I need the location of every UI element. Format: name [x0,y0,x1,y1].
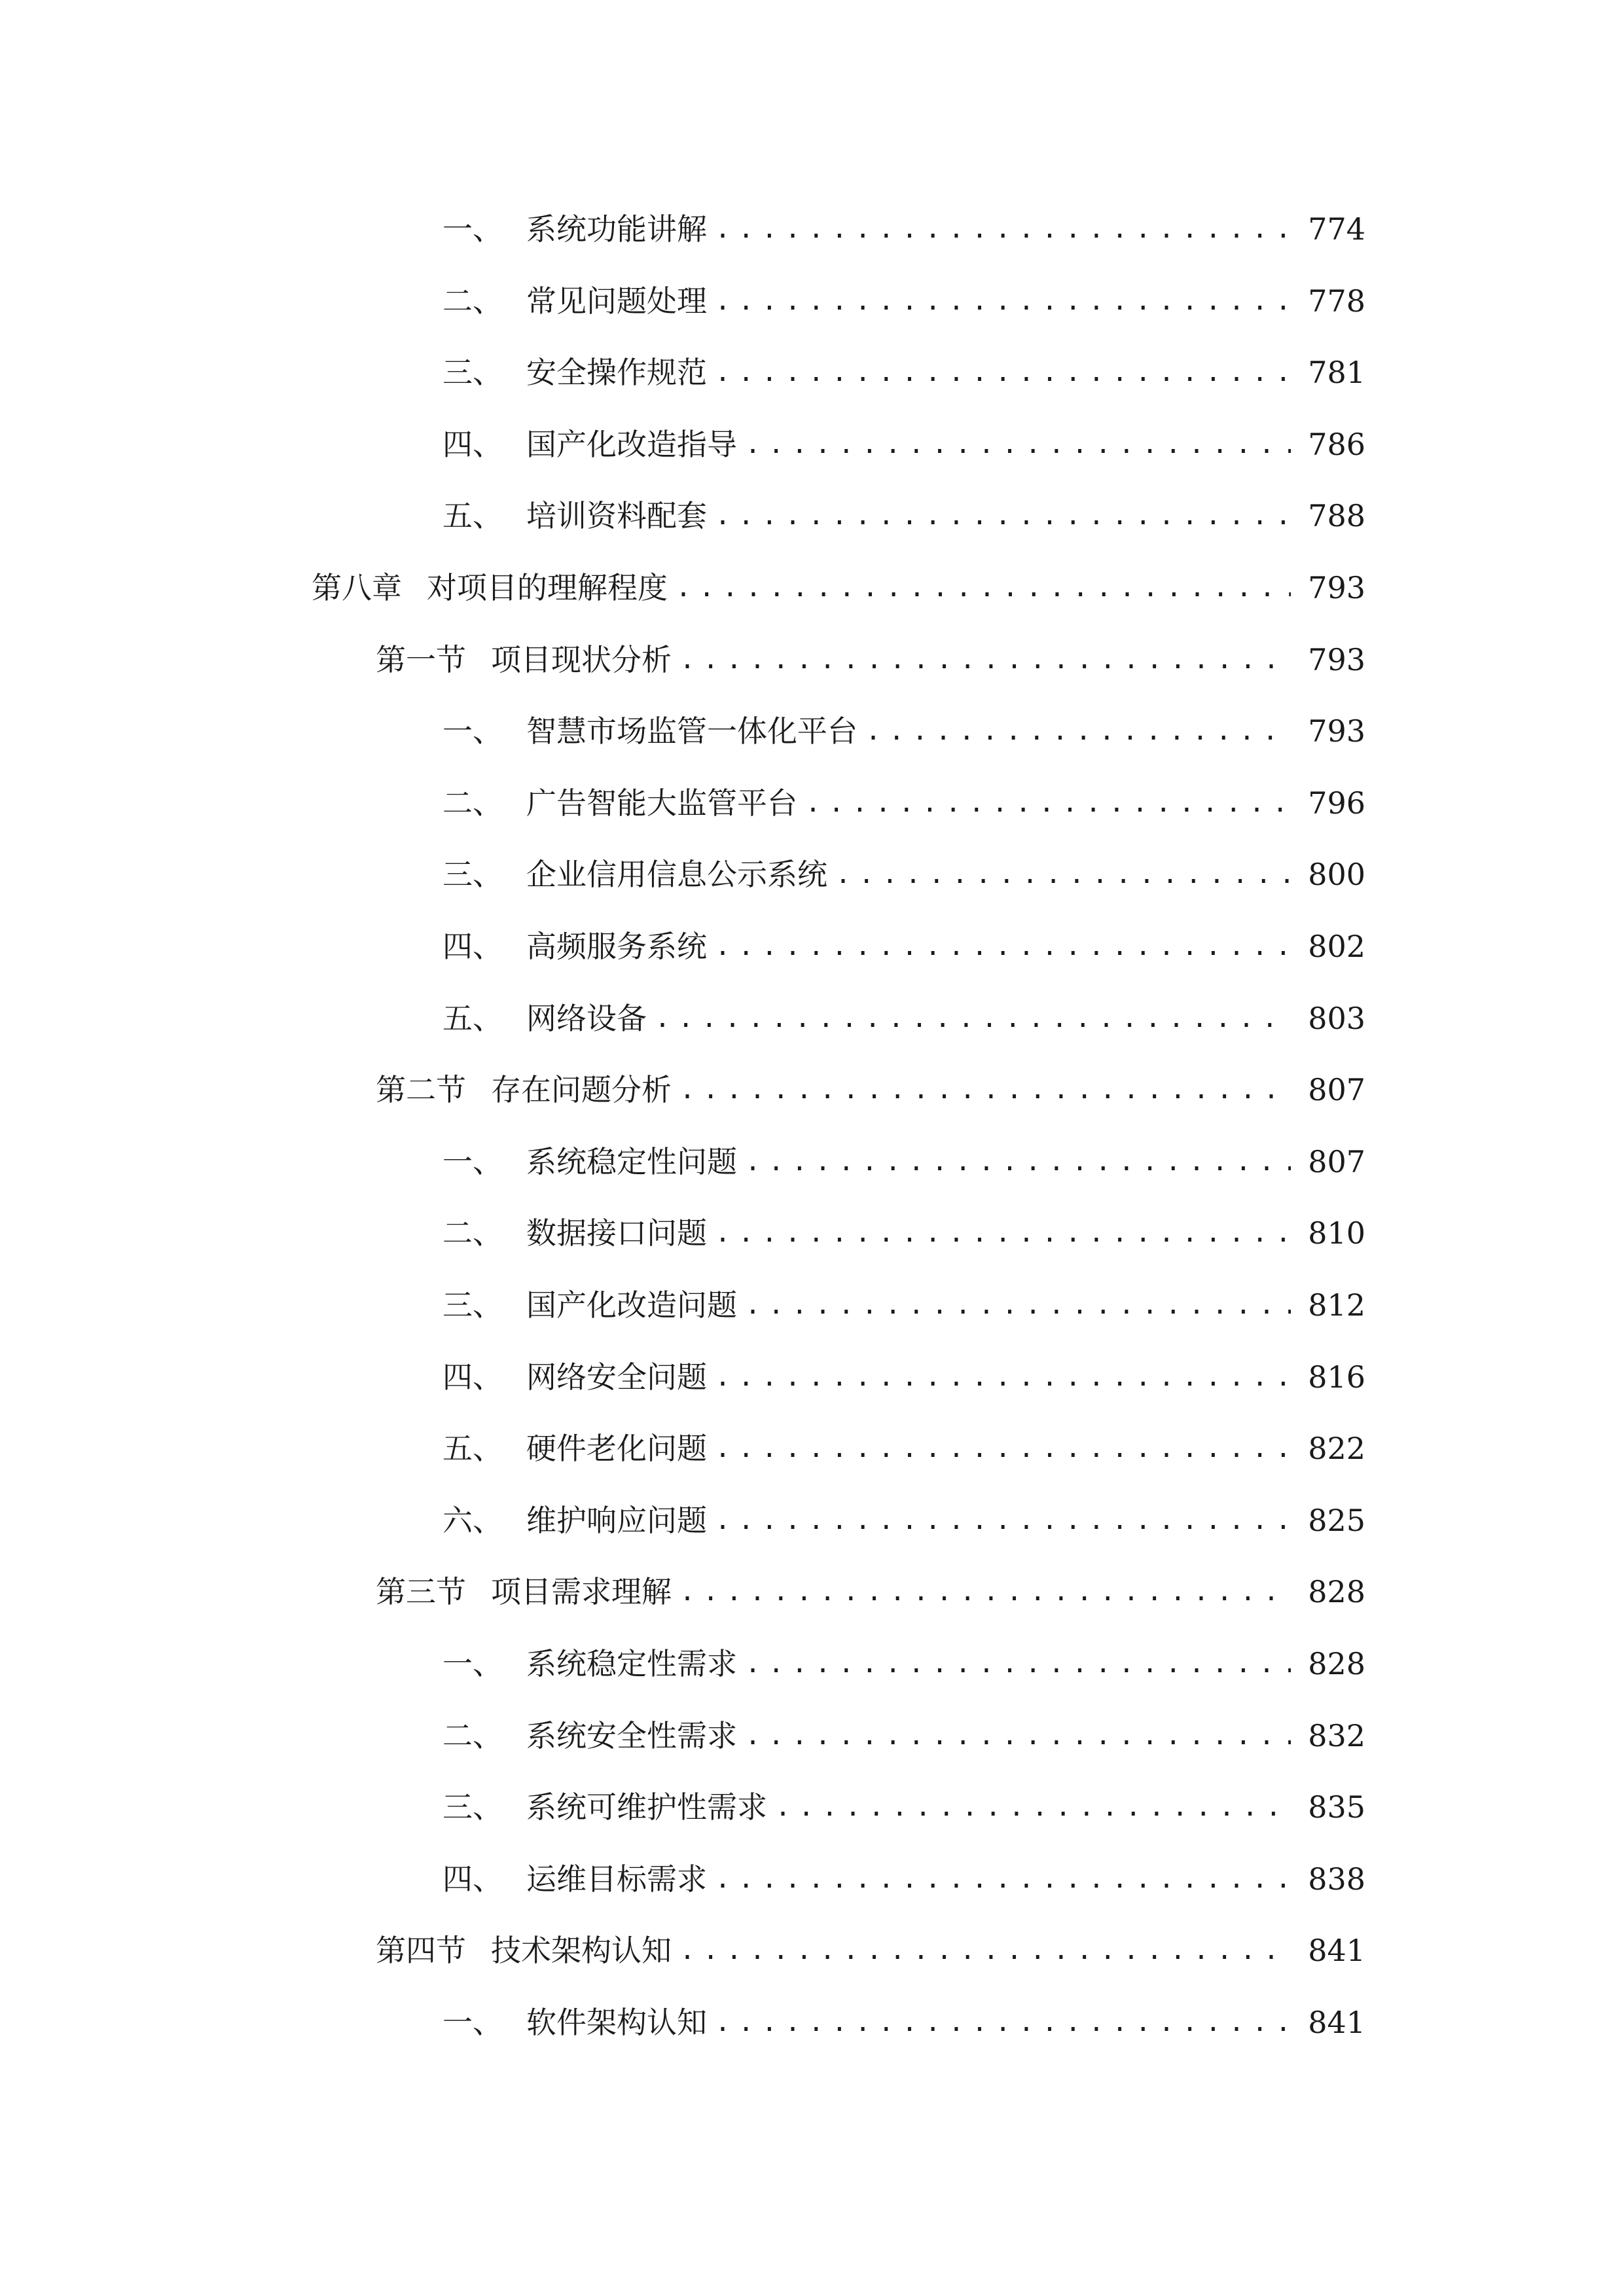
toc-entry[interactable] [442,490,1365,542]
toc-entry-number: 一、 [442,1646,503,1681]
toc-entry-page-number: 812 [1308,1287,1365,1323]
toc-entry-page-number: 778 [1308,283,1365,319]
dot-leader [745,1710,1291,1762]
dot-leader [745,1638,1291,1690]
toc-entry-number: 第四节 [376,1933,466,1968]
toc-entry-number: 一、 [442,1144,503,1179]
toc-entry[interactable] [442,1494,1365,1547]
toc-entry-label [442,1781,767,1833]
dot-leader [715,1351,1291,1403]
toc-entry-page-number: 825 [1308,1503,1365,1538]
toc-entry-title: 项目需求理解 [491,1574,672,1609]
toc-entry-label [442,1207,707,1259]
toc-entry-title: 运维目标需求 [526,1861,707,1897]
toc-entry-title: 系统可维护性需求 [526,1789,767,1825]
toc-entry-title: 国产化改造问题 [526,1287,737,1323]
dot-leader [676,562,1291,614]
toc-entry-label [442,1422,707,1475]
toc-entry-number: 三、 [442,1287,503,1323]
dot-leader [715,346,1291,399]
toc-entry-title: 存在问题分析 [491,1072,672,1107]
toc-entry-title: 广告智能大监管平台 [526,785,797,821]
toc-entry-number: 第二节 [376,1072,466,1107]
toc-entry[interactable] [442,777,1365,829]
toc-entry-page-number: 793 [1308,642,1365,677]
toc-entry-page-number: 807 [1308,1072,1365,1107]
toc-entry-title: 安全操作规范 [526,355,707,390]
toc-entry-label [442,1996,707,2049]
toc-entry[interactable] [442,1781,1365,1833]
toc-entry-page-number: 828 [1308,1646,1365,1681]
toc-entry-title: 对项目的理解程度 [427,570,668,605]
toc-entry-title: 系统稳定性问题 [526,1144,737,1179]
toc-entry-number: 二、 [442,1215,503,1251]
toc-entry-label [442,1351,707,1403]
toc-entry-title: 网络安全问题 [526,1359,707,1395]
toc-entry-number: 第三节 [376,1574,466,1609]
toc-entry-page-number: 838 [1308,1861,1365,1897]
dot-leader [715,1207,1291,1259]
dot-leader [679,1924,1291,1977]
toc-entry-label [442,1638,737,1690]
toc-entry-title: 系统安全性需求 [526,1718,737,1753]
toc-entry-number: 四、 [442,427,503,462]
toc-entry[interactable] [442,1207,1365,1259]
toc-entry[interactable] [376,1924,1365,1977]
dot-leader [835,848,1291,901]
toc-entry-number: 三、 [442,1789,503,1825]
toc-entry[interactable] [442,1136,1365,1188]
toc-entry-number: 二、 [442,1718,503,1753]
toc-entry-number: 四、 [442,1861,503,1897]
toc-entry[interactable] [442,1996,1365,2049]
toc-entry-page-number: 816 [1308,1359,1365,1395]
dot-leader [715,275,1291,327]
toc-entry-number: 三、 [442,355,503,390]
dot-leader [745,1136,1291,1188]
dot-leader [655,992,1291,1045]
dot-leader [715,1422,1291,1475]
toc-entry-title: 高频服务系统 [526,929,707,964]
toc-entry[interactable] [312,562,1365,614]
dot-leader [715,1853,1291,1905]
toc-entry-number: 一、 [442,713,503,749]
toc-entry-number: 二、 [442,283,503,319]
toc-entry-title: 系统稳定性需求 [526,1646,737,1681]
toc-entry-page-number: 800 [1308,857,1365,892]
toc-entry-title: 智慧市场监管一体化平台 [526,713,857,749]
toc-entry-title: 系统功能讲解 [526,211,707,247]
toc-entry-label [442,777,797,829]
toc-entry-label [442,203,707,255]
toc-entry-label [442,1710,737,1762]
toc-entry-page-number: 828 [1308,1574,1365,1609]
toc-entry-label [442,920,707,973]
toc-entry[interactable] [442,1422,1365,1475]
toc-entry-title: 项目现状分析 [491,642,672,677]
toc-entry[interactable] [376,1566,1365,1618]
toc-entry-page-number: 807 [1308,1144,1365,1179]
toc-entry-label [442,992,647,1045]
toc-entry-page-number: 786 [1308,427,1365,462]
toc-entry-label [442,346,707,399]
toc-entry-number: 二、 [442,785,503,821]
dot-leader [679,634,1291,686]
toc-entry-title: 国产化改造指导 [526,427,737,462]
toc-entry-label [442,490,707,542]
toc-entry-page-number: 793 [1308,570,1365,605]
toc-entry-number: 五、 [442,1001,503,1036]
toc-entry[interactable] [442,992,1365,1045]
toc-entry-title: 技术架构认知 [491,1933,672,1968]
toc-entry[interactable] [376,634,1365,686]
toc-entry-label [376,1566,672,1618]
toc-entry[interactable] [442,418,1365,471]
toc-entry-label [442,705,857,757]
toc-entry-number: 四、 [442,929,503,964]
dot-leader [715,203,1291,255]
toc-entry-number: 一、 [442,2005,503,2040]
toc-entry[interactable] [376,1064,1365,1116]
toc-entry-title: 数据接口问题 [526,1215,707,1251]
toc-entry-label [376,1064,672,1116]
toc-entry-title: 常见问题处理 [526,283,707,319]
toc-entry-number: 五、 [442,498,503,533]
toc-entry[interactable] [442,920,1365,973]
toc-entry-page-number: 835 [1308,1789,1365,1825]
toc-entry-label [442,848,827,901]
dot-leader [745,418,1291,471]
toc-entry-label [376,1924,672,1977]
toc-entry-page-number: 832 [1308,1718,1365,1753]
dot-leader [805,777,1291,829]
toc-entry-page-number: 788 [1308,498,1365,533]
toc-entry-label [312,562,668,614]
toc-entry-page-number: 774 [1308,211,1365,247]
toc-entry-number: 第一节 [376,642,466,677]
toc-entry-page-number: 781 [1308,355,1365,390]
toc-entry-page-number: 793 [1308,713,1365,749]
toc-entry-label [442,1136,737,1188]
toc-entry[interactable] [442,1638,1365,1690]
toc-entry-number: 五、 [442,1431,503,1466]
toc-entry-page-number: 822 [1308,1431,1365,1466]
toc-entry[interactable] [442,346,1365,399]
toc-entry-label [442,275,707,327]
dot-leader [715,920,1291,973]
toc-entry[interactable] [442,1853,1365,1905]
toc-entry-page-number: 802 [1308,929,1365,964]
toc-entry-page-number: 810 [1308,1215,1365,1251]
toc-entry-page-number: 841 [1308,2005,1365,2040]
dot-leader [679,1064,1291,1116]
dot-leader [715,1494,1291,1547]
toc-entry[interactable] [442,203,1365,255]
toc-entry-number: 四、 [442,1359,503,1395]
toc-entry-page-number: 841 [1308,1933,1365,1968]
toc-entry[interactable] [442,275,1365,327]
toc-entry-title: 软件架构认知 [526,2005,707,2040]
toc-entry-title: 维护响应问题 [526,1503,707,1538]
toc-entry-label [442,418,737,471]
toc-entry[interactable] [442,1279,1365,1331]
toc-entry-title: 企业信用信息公示系统 [526,857,827,892]
toc-entry[interactable] [442,1351,1365,1403]
toc-entry-title: 网络设备 [526,1001,647,1036]
toc-entry-page-number: 803 [1308,1001,1365,1036]
dot-leader [715,1996,1291,2049]
toc-entry-number: 第八章 [312,570,402,605]
toc-entry-label [376,634,672,686]
toc-entry-label [442,1494,707,1547]
toc-entry-page-number: 796 [1308,785,1365,821]
dot-leader [679,1566,1291,1618]
dot-leader [715,490,1291,542]
toc-entry-title: 硬件老化问题 [526,1431,707,1466]
toc-entry-label [442,1279,737,1331]
toc-entry-title: 培训资料配套 [526,498,707,533]
dot-leader [775,1781,1291,1833]
toc-entry-number: 三、 [442,857,503,892]
dot-leader [745,1279,1291,1331]
toc-entry[interactable] [442,1710,1365,1762]
toc-entry-number: 一、 [442,211,503,247]
toc-entry[interactable] [442,705,1365,757]
dot-leader [865,705,1291,757]
toc-entry[interactable] [442,848,1365,901]
toc-entry-label [442,1853,707,1905]
toc-entry-number: 六、 [442,1503,503,1538]
